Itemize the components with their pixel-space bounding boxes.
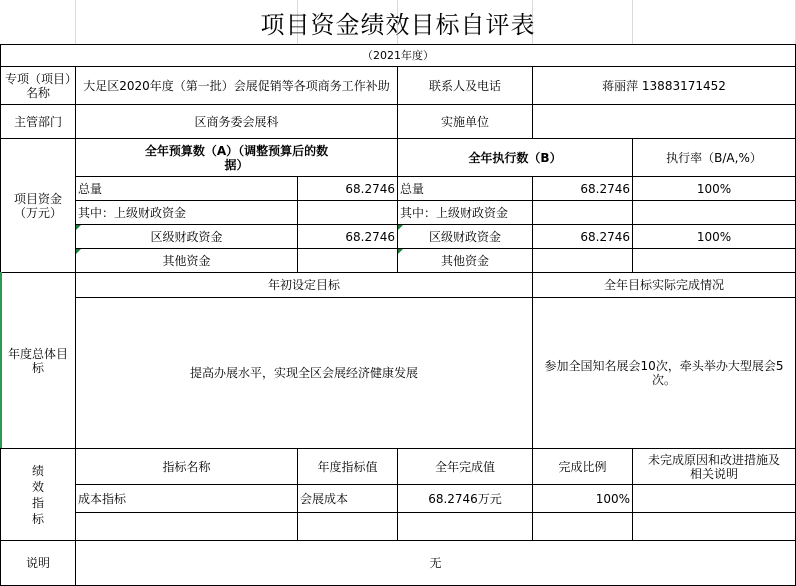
budget-other-label: 其他资金	[162, 253, 211, 268]
rate-total-value[interactable]: 100%	[696, 181, 732, 196]
exec-header: 全年执行数（B）	[468, 150, 562, 165]
dept-value[interactable]: 区商务委会展科	[194, 114, 279, 129]
dept-label: 主管部门	[13, 114, 62, 129]
exec-district-value[interactable]: 68.2746	[580, 229, 630, 244]
perf-row-name[interactable]: 成本指标	[78, 491, 127, 506]
budget-header: 全年预算数（A）（调整预算后的数据）	[144, 143, 329, 172]
perf-row-actual[interactable]: 68.2746万元	[428, 491, 502, 506]
perf-header-ratio: 完成比例	[558, 459, 607, 474]
rate-upper-value[interactable]	[633, 201, 795, 224]
note-label: 说明	[25, 556, 50, 570]
contact-label: 联系人及电话	[428, 78, 501, 93]
exec-total-label: 总量	[400, 181, 425, 196]
perf-row-actual[interactable]	[398, 513, 532, 540]
rate-header: 执行率（B/A,%）	[666, 150, 762, 165]
goal-set-text[interactable]: 提高办展水平，实现全区会展经济健康发展	[189, 366, 418, 380]
page-title: 项目资金绩效目标自评表	[260, 10, 536, 39]
perf-header-actual: 全年完成值	[434, 459, 495, 474]
note-value[interactable]: 无	[429, 556, 442, 570]
budget-upper-value[interactable]	[298, 201, 397, 224]
year-label: （2021年度）	[362, 48, 434, 62]
budget-total-label: 总量	[78, 181, 103, 196]
perf-row-target[interactable]	[298, 513, 397, 540]
rate-district-value[interactable]: 100%	[696, 229, 732, 244]
perf-header-reason: 未完成原因和改进措施及相关说明	[647, 452, 780, 481]
goal-actual-header: 全年目标实际完成情况	[603, 278, 724, 292]
impl-unit-value[interactable]	[533, 105, 795, 138]
annual-goal-label: 年度总体目标	[7, 346, 68, 375]
funds-label: 项目资金（万元）	[13, 191, 62, 220]
budget-total-value[interactable]: 68.2746	[345, 181, 395, 196]
project-name-value[interactable]: 大足区2020年度（第一批）会展促销等各项商务工作补助	[83, 78, 390, 93]
perf-row-reason[interactable]	[633, 485, 795, 512]
exec-district-label: 区级财政资金	[428, 229, 501, 244]
perf-row-ratio[interactable]	[533, 513, 632, 540]
perf-row-ratio[interactable]: 100%	[595, 491, 630, 506]
goal-set-header: 年初设定目标	[267, 278, 340, 292]
perf-header-target: 年度指标值	[317, 459, 378, 474]
project-name-label: 专项（项目）名称	[4, 71, 71, 100]
perf-indicator-label: 绩效指标	[31, 463, 44, 526]
perf-row-reason[interactable]	[633, 513, 795, 540]
budget-district-value[interactable]: 68.2746	[345, 229, 395, 244]
goal-actual-text[interactable]: 参加全国知名展会10次，牵头举办大型展会5次。	[544, 359, 784, 387]
perf-row-target[interactable]: 会展成本	[300, 491, 349, 506]
rate-other-value[interactable]	[633, 249, 795, 272]
exec-total-value[interactable]: 68.2746	[580, 181, 630, 196]
budget-upper-label: 其中：上级财政资金	[78, 205, 187, 220]
impl-unit-label: 实施单位	[440, 114, 489, 129]
exec-upper-value[interactable]	[533, 201, 632, 224]
exec-other-value[interactable]	[533, 249, 632, 272]
contact-value[interactable]: 蒋丽萍 13883171452	[602, 78, 726, 93]
exec-upper-label: 其中：上级财政资金	[400, 205, 509, 220]
exec-other-label: 其他资金	[440, 253, 489, 268]
perf-header-name: 指标名称	[162, 459, 211, 474]
budget-district-label: 区级财政资金	[150, 229, 223, 244]
budget-other-value[interactable]	[298, 249, 397, 272]
perf-row-name[interactable]	[76, 513, 297, 540]
